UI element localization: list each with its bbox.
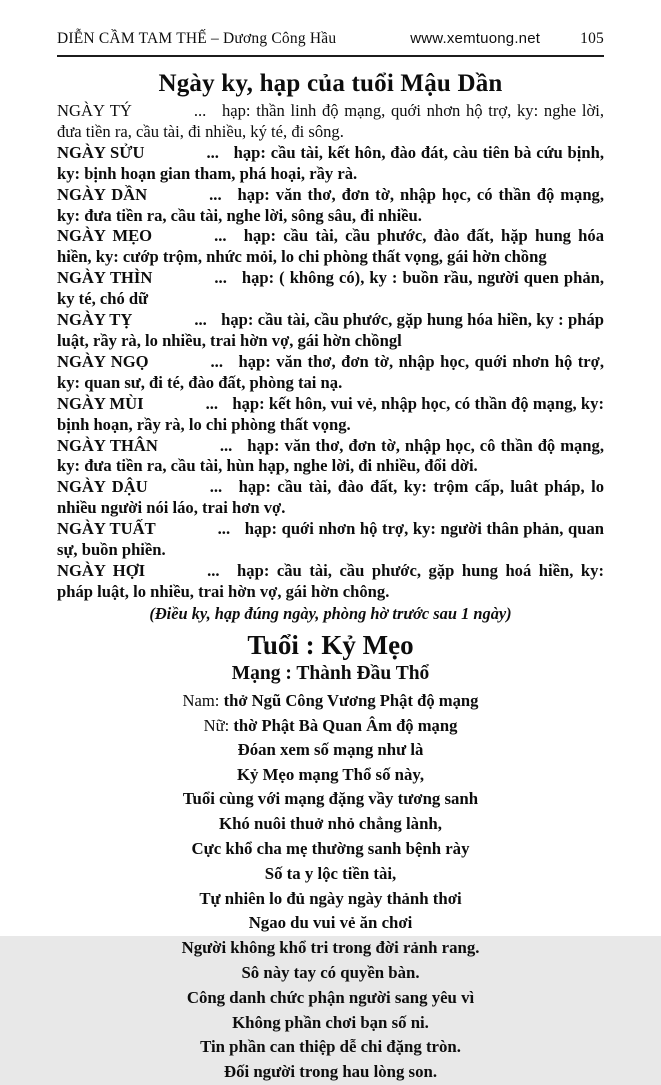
verse-line: Đóan xem số mạng như là [237,739,424,759]
day-dots: ... [214,226,227,246]
verse-block [57,738,604,1085]
nam-text: thở Ngũ Công Vương Phật độ mạng [223,690,479,710]
day-text: hạp: quới nhơn hộ trợ, ky: người thân phản, quan sự, buồn phiền. [57,519,605,560]
verse-line: Sô này tay có quyền bàn. [241,962,420,982]
page-header [57,30,604,48]
day-label: NGÀY THÌN [57,268,153,288]
day-row [57,561,604,603]
day-label: NGÀY NGỌ [57,351,149,371]
day-dots: ... [214,268,227,288]
verse-line: Ngao du vui vẻ ăn chơi [248,913,413,933]
day-text: hạp: văn thơ, đơn tờ, nhập học, quới nhơn hộ trợ, ky: quan sư, đi té, đào đất, phòng tai nạ. [57,351,604,392]
day-dots: ... [194,310,207,330]
day-text: hạp: kết hôn, vui vẻ, nhập học, có thần độ mạng, ky: bịnh hoạn, rầy rà, lo chi phòng thất vọng. [57,393,604,434]
day-dots: ... [207,560,220,580]
day-dots: ... [193,101,207,120]
verse-line: Tin phần can thiệp dễ chi đặng tròn. [200,1037,461,1057]
verse-line: Tự nhiên lo đủ ngày ngày thảnh thơi [199,888,462,908]
day-text: hạp: văn thơ, đơn tờ, nhập học, cô thần độ mạng, ky: đưa tiền ra, cầu tài, hùn hạp, nghe lời, đi nhiều, đổi dời. [57,435,604,476]
book-title: DIỄN CẦM TAM THẾ – Dương Công Hầu [57,30,337,47]
nam-line [57,688,604,713]
verse-line: Đối người trong hau lòng son. [223,1062,438,1082]
age-title: Tuổi : Kỷ Mẹo [247,629,414,660]
nu-text: thờ Phật Bà Quan Âm độ mạng [233,715,458,735]
day-dots: ... [219,435,233,455]
day-text: hạp: cầu tài, cầu phước, đào đất, hặp hung hóa hiền, ky: cướp trộm, nhức mỏi, lo chi phòng thất vọng, gái hờn chồng [57,226,604,267]
page-number: 105 [580,30,604,47]
day-label: NGÀY TỴ [57,310,133,330]
verse-line: Kỷ Mẹo mạng Thổ số này, [236,764,425,784]
day-text: hạp: ( không có), ky : buồn rầu, người quen phản, ky té, chó dữ [57,268,605,309]
day-label: NGÀY SỬU [57,142,145,162]
verse-line: Người không khổ tri trong đời rảnh rang. [181,938,480,958]
day-label: NGÀY MÙI [57,393,144,413]
verse-line: Tuổi cùng với mạng đặng vầy tương sanh [182,789,479,809]
verse-line: Số ta y lộc tiền tài, [264,863,397,883]
nu-prefix: Nữ: [203,715,230,735]
verse-line: Không phần chơi bạn số ni. [232,1012,429,1032]
day-dots: ... [209,477,223,497]
day-text: hạp: văn thơ, đơn tờ, nhập học, có thần độ mạng, ky: đưa tiền ra, cầu tài, nghe lời, sông sâu, đi nhiều. [57,184,604,225]
day-label: NGÀY HỢI [57,560,146,580]
day-label: NGÀY MẸO [57,226,153,246]
day-dots: ... [209,184,222,204]
day-dots: ... [206,142,219,162]
day-row [57,101,604,143]
day-row [57,436,604,478]
day-row [57,143,604,185]
site-url: www.xemtuong.net [410,30,541,47]
day-row [57,394,604,436]
day-list [57,101,604,603]
day-row [57,310,604,352]
header-right [410,30,604,48]
header-rule [57,55,604,57]
nu-line [57,713,604,738]
day-text: hạp: cầu tài, đào đất, ky: trộm cấp, luât pháp, lo nhiều người nói láo, trai hơn vợ. [57,477,605,518]
nam-prefix: Nam: [182,690,220,710]
day-row [57,268,604,310]
day-text: hạp: cầu tài, kết hôn, đào đát, càu tiên bà cứu bịnh, ky: bịnh hoạn gian tham, phá hoại, rầy rà. [57,142,604,183]
day-text: hạp: cầu tài, cầu phước, gặp hung hoá hiền, ky: pháp luật, lo nhiều, trai hờn vợ, gái hờn chông. [57,560,604,601]
day-label: NGÀY THÂN [57,435,158,455]
day-label: NGÀY TÝ [57,101,132,120]
day-text: hạp: cầu tài, cầu phước, gặp hung hóa hiền, ky : pháp luật, rầy rà, lo nhiều, trai hờn vợ, gái hờn chồngl [57,310,604,350]
day-label: NGÀY DẬU [57,477,148,497]
day-label: NGÀY DẦN [57,184,148,204]
day-row [57,352,604,394]
day-row [57,519,604,561]
day-text: hạp: thần linh độ mạng, quới nhơn hộ trợ, ky: nghe lời, đưa tiền ra, cầu tài, đi nhiều, ký té, đi sông. [57,101,604,141]
section-title-days: Ngày ky, hạp của tuổi Mậu Dần [158,70,503,97]
day-dots: ... [217,519,231,539]
day-dots: ... [205,393,219,413]
day-dots: ... [210,351,223,371]
fate-title: Mạng : Thành Đầu Thổ [231,662,430,684]
day-row [57,185,604,227]
day-row [57,226,604,268]
verse-line: Khó nuôi thuở nhỏ chẳng lành, [219,814,442,834]
day-label: NGÀY TUẤT [57,519,156,539]
verse-line: Công danh chức phận người sang yêu vì [186,987,475,1007]
day-row [57,477,604,519]
verse-line: Cực khổ cha mẹ thường sanh bệnh rày [191,838,470,858]
note-line: (Điều ky, hạp đúng ngày, phòng hờ trước sau 1 ngày) [149,603,512,623]
